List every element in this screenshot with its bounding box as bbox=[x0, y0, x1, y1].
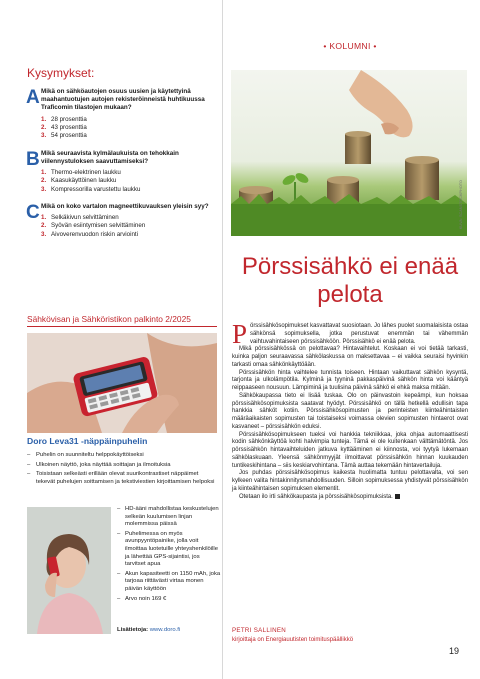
question-letter: C bbox=[26, 201, 40, 223]
more-info bbox=[117, 627, 180, 633]
phone-in-hands-image bbox=[27, 333, 217, 433]
woman-image bbox=[27, 507, 111, 634]
product-features-more bbox=[117, 506, 221, 605]
drop-cap: P bbox=[232, 319, 248, 349]
answer-option: 3. Kompressorilla varustettu laukku bbox=[41, 185, 141, 193]
author-role: kirjoittaja on Energiauutisten toimituspäällikkö bbox=[232, 637, 354, 643]
section-label: • KOLUMNI • bbox=[323, 41, 377, 51]
feature-item: – HD-ääni mahdollistaa keskustelujen selkeän kuulumisen linjan molemmissa päissä bbox=[117, 506, 221, 529]
answer-option: 1. Thermo-elektrinen laukku bbox=[41, 168, 121, 176]
question-letter: B bbox=[26, 148, 40, 170]
photo-credit: KUVA: SCANSTOCKPHOTO bbox=[459, 180, 463, 230]
answer-options bbox=[41, 169, 215, 194]
answer-option: 3. Aivoverenvuodon riskin arviointi bbox=[41, 230, 139, 238]
answer-option: 2. 43 prosenttia bbox=[41, 123, 87, 131]
coins-plant-image bbox=[231, 70, 467, 236]
article-paragraph: Mikä pörssisähkössä on pelottavaa? Hintavaihtelut. Koskaan ei voi tietää tarkasti, kuinka paljon seuraavassa sähkölaskussa on maksettavaa – ei vaikka seuraisi hyvinkin tarkasti omaa sähkönkäyttöään. bbox=[232, 346, 468, 368]
more-info-link[interactable]: www.doro.fi bbox=[149, 627, 181, 633]
feature-item: – Puhelimessa on myös avunpyyntöpainike, jolla voit ilmoittaa luotetuille yhteyshenkilöille ja lähettää GPS-sijaintisi, jos tarvitset apua bbox=[117, 531, 221, 569]
question-text: Mikä on sähköautojen osuus uusien ja käytettyinä maahantuotujen autojen rekisteröinneistä huhtikuussa Traficomin tilastojen mukaan? bbox=[41, 88, 205, 112]
article-body bbox=[232, 319, 468, 501]
article-paragraph: Jos puhdas pörssisähkösopimus kaikesta huolimatta tuntuu pelottavalta, voi sen kylkeen valita hintakinnitysmahdollisuuden. Silloin sopimuksessa yhdistyvät pörssisähkön ja kiinteähintaisen sopimuksen elementit. bbox=[232, 470, 468, 492]
answer-option: 1. Selkäkivun selvittäminen bbox=[41, 214, 119, 221]
feature-item: – Toisistaan selkeästi erillään olevat suurikontrastiset näppäimet tekevät puhelujen soittamisen ja tekstiviestien kirjoittamisen helpoksi bbox=[27, 471, 219, 486]
article-headline: Pörssisähkö ei enää pelota bbox=[241, 253, 459, 308]
column-divider bbox=[222, 0, 223, 679]
woman-on-phone-photo bbox=[27, 507, 111, 634]
answer-option: 3. 54 prosenttia bbox=[41, 132, 87, 140]
article-paragraph-last: Otetaan ilo irti sähkökaupasta ja pörssisähkösopimuksista. bbox=[232, 494, 468, 502]
answer-option: 2. Syövän esiintymisen selvittäminen bbox=[41, 222, 146, 230]
question-c bbox=[27, 203, 215, 239]
quiz-section bbox=[27, 66, 215, 248]
question-b bbox=[27, 150, 215, 194]
question-text: Mikä seuraavista kylmälaukuista on tehokkain viilennystuloksen saavuttamiseksi? bbox=[41, 149, 179, 165]
question-letter: A bbox=[26, 87, 40, 108]
article-paragraph: Pörssisähkön hinta vaihtelee tunnista toiseen. Hintaan vaikuttavat sähkön kysyntä, tarjonta ja ulkolämpötila. Kylminä ja tyyninä pakkaspäivinä sähkön hinta voi kääntyä reippaaseen nousuun. Lämpiminä ja tuulisina päivinä sähkö ei ehkä maksa mitään. bbox=[232, 369, 468, 391]
answer-options bbox=[41, 116, 215, 141]
page-number: 19 bbox=[449, 646, 460, 656]
hero-photo bbox=[231, 70, 467, 236]
answer-option: 1. 28 prosenttia bbox=[41, 115, 87, 123]
phone-photo bbox=[27, 333, 217, 433]
article-paragraph: Pörssisähkösopimukseen tueksi voi hankkia tekniikkaa, joka ohjaa automaattisesti kodin sähkönkäyttöä kohti halvimpia tunteja. Tämä ei ole kuitenkaan välttämätöntä. Jos pörssisähkön hintavaihteluiden jatkuva kyttääminen ei kiinnosta, voi tyytyä lukemaan sähkölaskuaan. Yleensä sähkönmyyjät ilmoittavat pörssisähkön hinnan kuukauden tuntikeskihintana – siis keskiarvohintana. Tämä auttaa tekemään hintavertailuja. bbox=[232, 431, 468, 469]
question-text: Mikä on koko vartalon magneettikuvauksen yleisin syy? bbox=[41, 202, 209, 210]
product-title: Doro Leva31 -näppäinpuhelin bbox=[27, 436, 148, 446]
feature-item: – Arvo noin 169 € bbox=[117, 596, 221, 604]
feature-item: – Ulkoinen näyttö, joka näyttää soittajan ja ilmoituksia bbox=[27, 462, 219, 470]
prize-title: Sähkövisan ja Sähköristikon palkinto 2/2025 bbox=[27, 314, 191, 324]
more-info-label: Lisätietoja: bbox=[117, 627, 149, 633]
article-paragraph: Sähkökaupassa tieto ei lisää tuskaa. Olo on päinvastoin kepeämpi, kun hoksaa pörssisähkösopimuksista saatavat hyödyt. Pörssisähkö on tällä hetkellä edullisin tapa hankkia sähköt kotiin. Pörssisähkösopimusten ja perinteisten kiinteähintaisten määräaikaisten sopimusten tai toistaiseksi voimassa olevien sopimusten hintaerot ovat kasvaneet – pörssisähkön eduksi. bbox=[232, 392, 468, 430]
author-name: PETRI SALLINEN bbox=[232, 627, 287, 634]
answer-options bbox=[41, 214, 215, 239]
article-paragraph: örssisähkösopimukset kasvattavat suosiotaan. Jo lähes puolet suomalaisista ostaa sähkönsä sopimuksella, jotka perustuvat enemmän tai vähemmän vaihtuvahintaiseen pörssisähköön. Pörssisähkö ei enää pelota. bbox=[250, 323, 468, 345]
feature-item: – Akun kapasiteetti on 1150 mAh, joka tarjoaa riittävästi virtaa monen päivän käyttöön bbox=[117, 571, 221, 594]
quiz-heading: Kysymykset: bbox=[27, 66, 95, 80]
question-a bbox=[27, 88, 215, 141]
feature-item: – Puhelin on suunniteltu helppokäyttöiseksi bbox=[27, 452, 219, 460]
answer-option: 2. Kaasukäyttöinen laukku bbox=[41, 177, 117, 185]
prize-rule bbox=[27, 326, 217, 327]
end-mark bbox=[395, 494, 400, 499]
product-features bbox=[27, 452, 219, 488]
